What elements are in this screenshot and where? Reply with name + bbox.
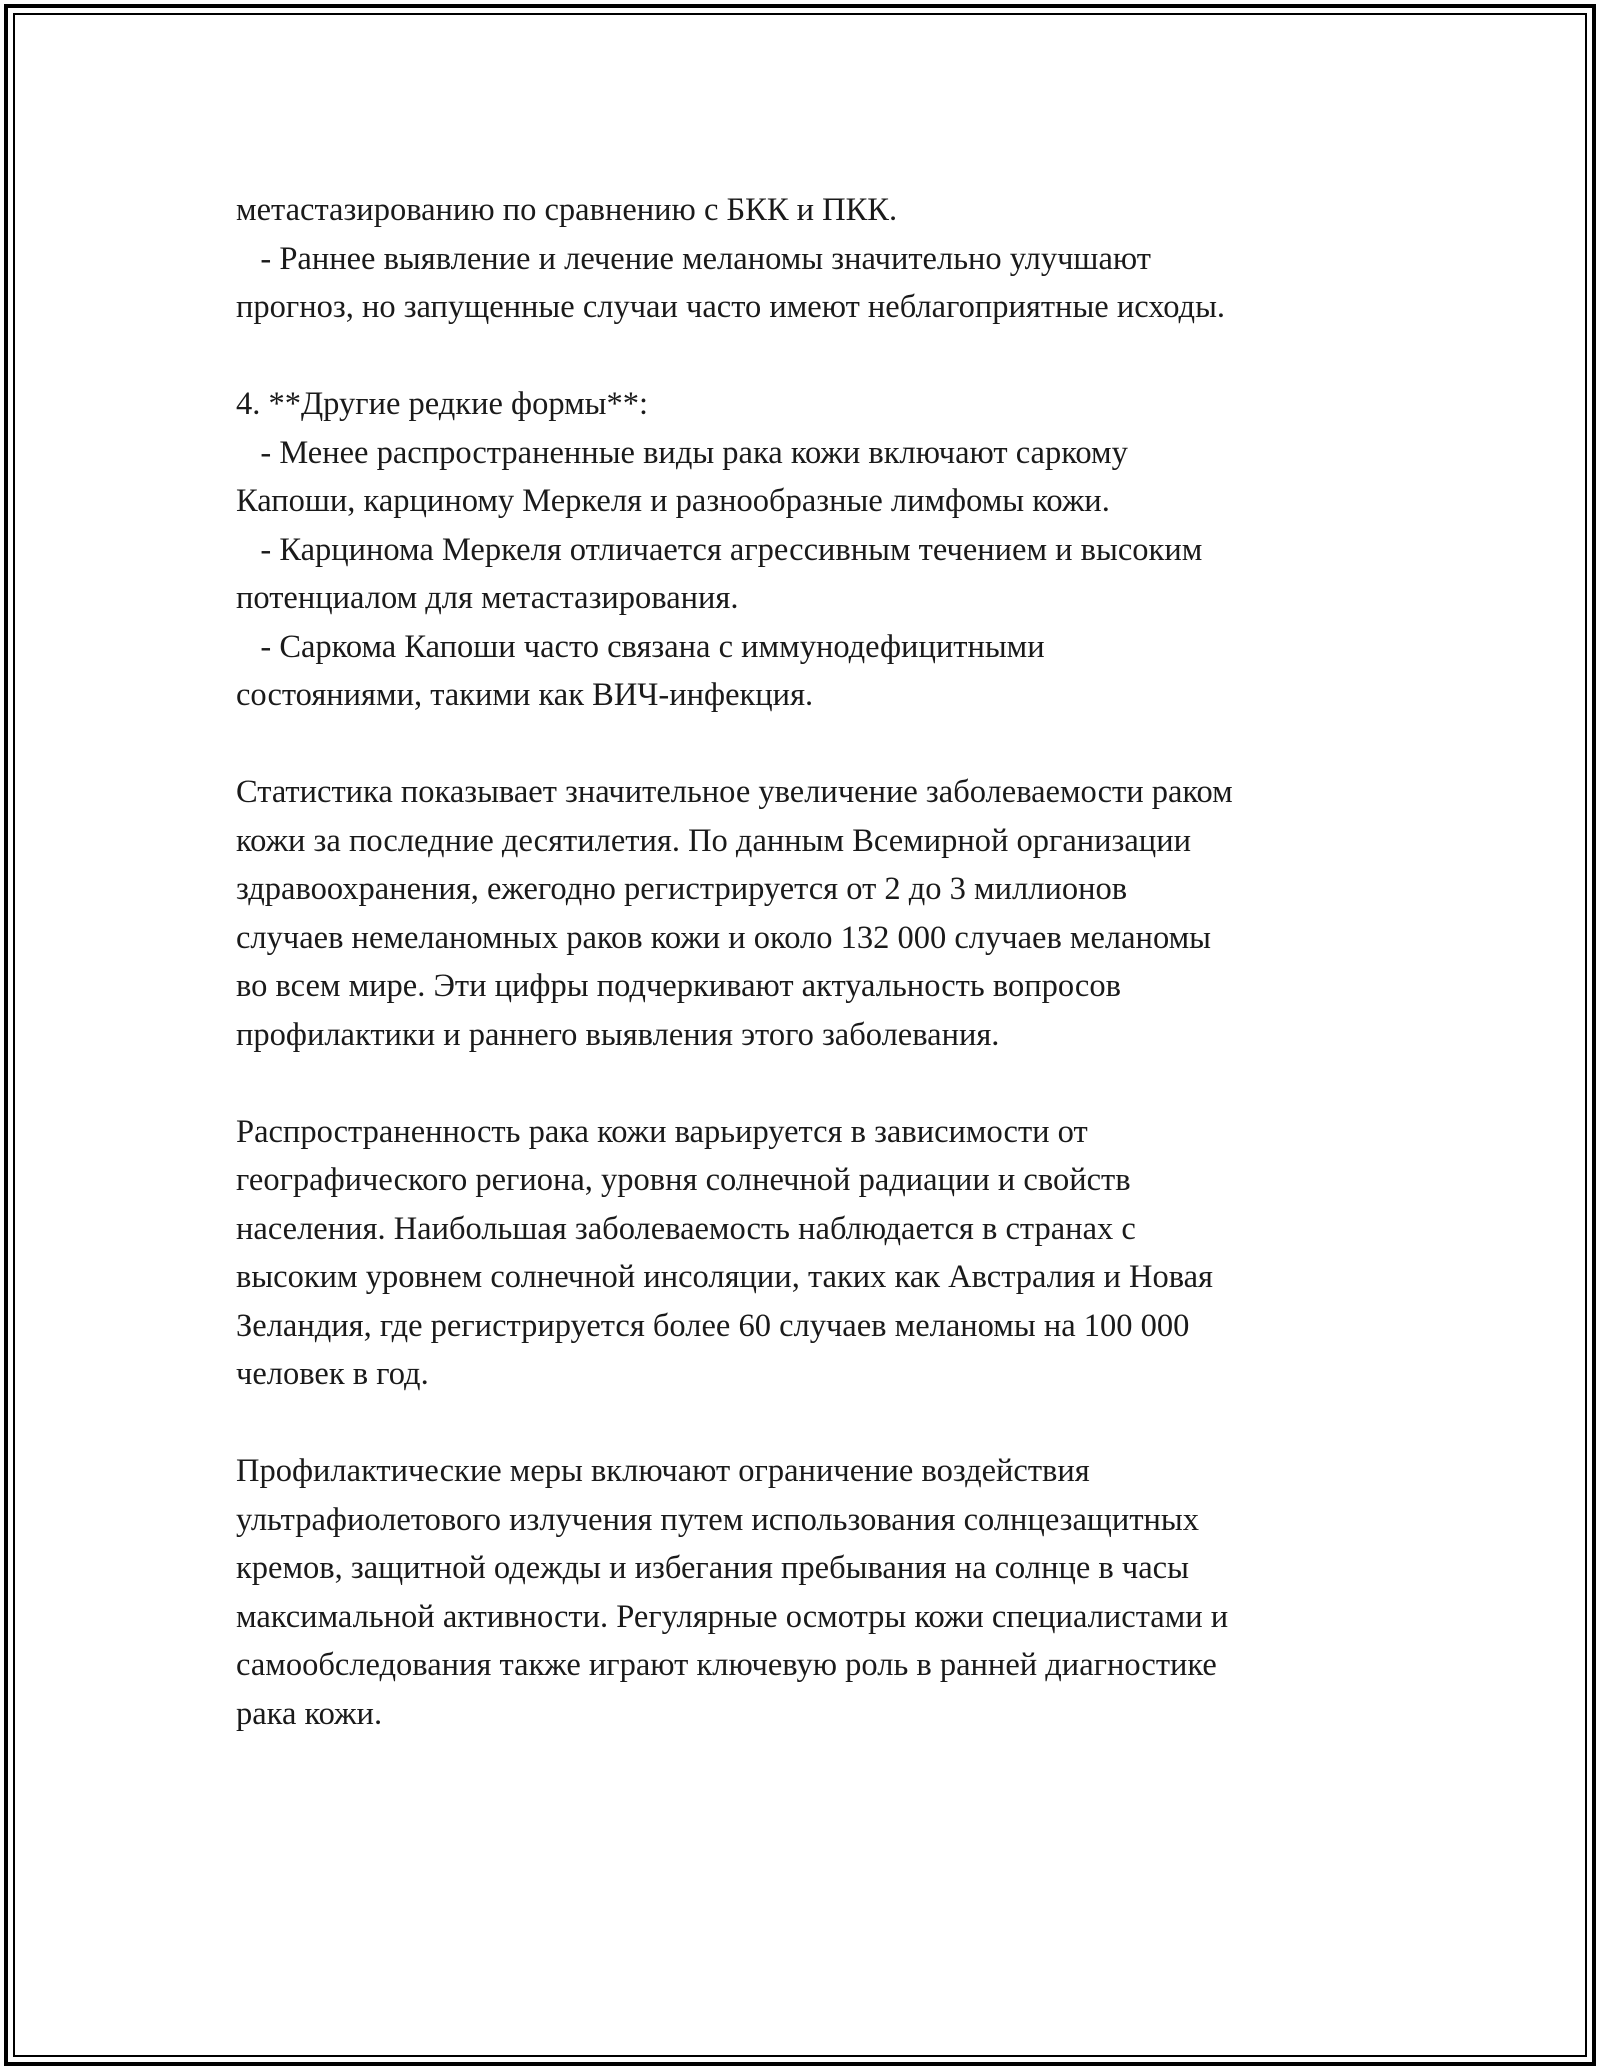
paragraph-prevention: [236, 1447, 1386, 1738]
text-line: максимальной активности. Регулярные осмотры кожи специалистами и: [236, 1598, 1229, 1635]
text-line: кремов, защитной одежды и избегания пребывания на солнце в часы: [236, 1550, 1189, 1586]
text-line: Профилактические меры включают ограничение воздействия: [236, 1453, 1090, 1489]
text-line: населения. Наибольшая заболеваемость наблюдается в странах с: [236, 1210, 1136, 1247]
paragraph-other-rare-forms: [236, 380, 1386, 720]
text-line: Распространенность рака кожи варьируется в зависимости от: [236, 1113, 1088, 1150]
text-line: профилактики и раннего выявления этого заболевания.: [236, 1016, 1000, 1053]
text-line: метастазированию по сравнению с БКК и ПКК.: [236, 192, 898, 228]
text-line: здравоохранения, ежегодно регистрируется от 2 до 3 миллионов: [236, 871, 1128, 907]
text-line: во всем мире. Эти цифры подчеркивают актуальность вопросов: [236, 968, 1121, 1004]
text-line: кожи за последние десятилетия. По данным Всемирной организации: [236, 822, 1191, 859]
paragraph-spacer: [236, 332, 1386, 381]
text-line: - Раннее выявление и лечение меланомы значительно улучшают: [236, 240, 1151, 277]
paragraph-spacer: [236, 1059, 1386, 1108]
document-body: [236, 186, 1386, 1738]
text-line: прогноз, но запущенные случаи часто имеют неблагоприятные исходы.: [236, 289, 1226, 325]
text-line: - Саркома Капоши часто связана с иммунодефицитными: [236, 628, 1045, 665]
list-heading: 4. **Другие редкие формы**:: [236, 386, 649, 422]
text-line: Капоши, карциному Меркеля и разнообразные лимфомы кожи.: [236, 483, 1110, 519]
text-line: географического региона, уровня солнечной радиации и свойств: [236, 1162, 1131, 1198]
paragraph-melanoma-continuation: [236, 186, 1386, 332]
text-line: - Карцинома Меркеля отличается агрессивным течением и высоким: [236, 531, 1203, 568]
paragraph-statistics: [236, 768, 1386, 1059]
text-line: состояниями, такими как ВИЧ-инфекция.: [236, 677, 814, 713]
text-line: человек в год.: [236, 1356, 429, 1392]
text-line: - Менее распространенные виды рака кожи включают саркому: [236, 434, 1128, 471]
text-line: рака кожи.: [236, 1695, 383, 1732]
text-line: ультрафиолетового излучения путем использования солнцезащитных: [236, 1501, 1200, 1538]
text-line: высоким уровнем солнечной инсоляции, таких как Австралия и Новая: [236, 1259, 1213, 1295]
text-line: потенциалом для метастазирования.: [236, 580, 739, 616]
text-line: самообследования также играют ключевую роль в ранней диагностике: [236, 1647, 1217, 1683]
paragraph-spacer: [236, 1399, 1386, 1448]
paragraph-prevalence: [236, 1108, 1386, 1399]
paragraph-spacer: [236, 720, 1386, 769]
text-line: Статистика показывает значительное увеличение заболеваемости раком: [236, 774, 1233, 810]
text-line: Зеландия, где регистрируется более 60 случаев меланомы на 100 000: [236, 1307, 1190, 1344]
text-line: случаев немеланомных раков кожи и около 132 000 случаев меланомы: [236, 919, 1211, 956]
